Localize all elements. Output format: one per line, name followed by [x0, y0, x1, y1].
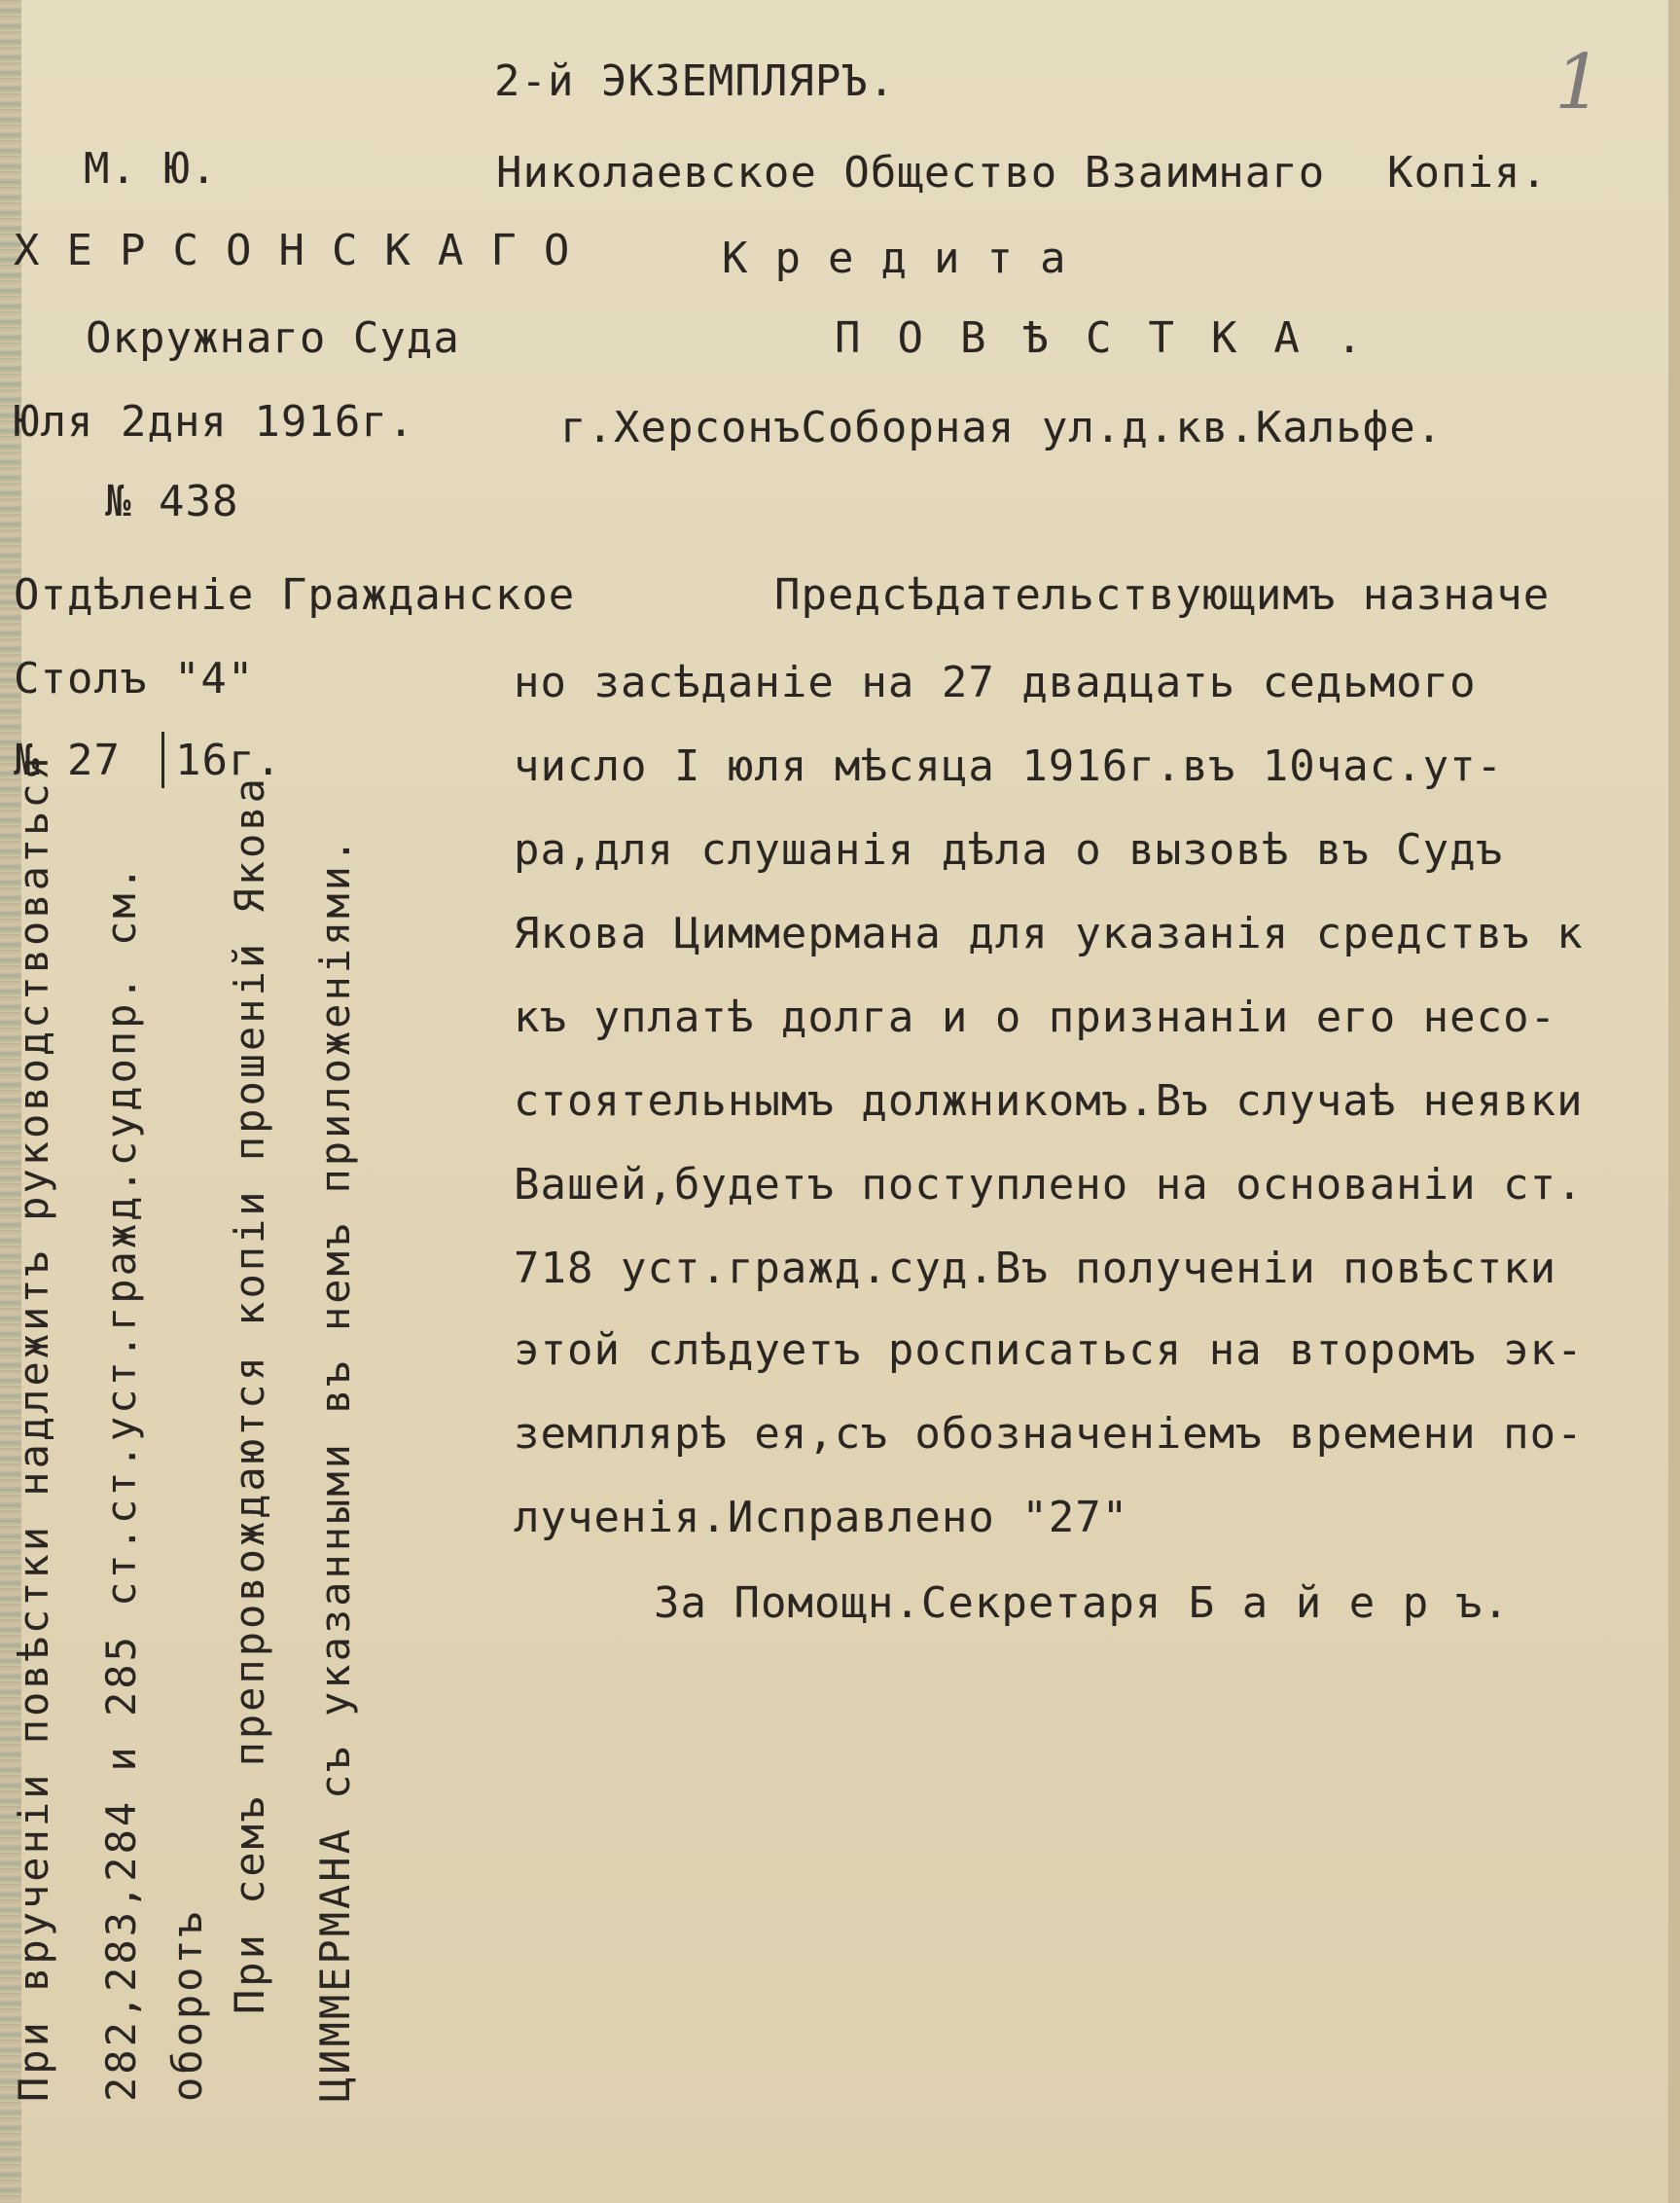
margin-note: 282,283,284 и 285 ст.ст.уст.гражд.судопр. см.	[97, 863, 145, 2102]
page-edge	[1668, 0, 1680, 2203]
case-divider	[161, 732, 164, 788]
body-line: 718 уст.гражд.суд.Въ полученіи повѣстки	[514, 1244, 1557, 1293]
margin-note: При врученіи повѣстки надлежитъ руководствоваться	[10, 752, 57, 2102]
addressee-line1: Николаевское Общество Взаимнаго	[496, 148, 1326, 198]
case-number: № 27	[14, 736, 121, 785]
body-line: но засѣданіе на 27 двадцать седьмого	[514, 658, 1477, 707]
document-title: ПОВѢСТКА.	[835, 313, 1400, 363]
copy-mark: Копія.	[1387, 148, 1548, 198]
addressee-address: г.ХерсонъСоборная ул.д.кв.Кальфе.	[560, 403, 1444, 452]
document-date: Юля 2дня 1916г.	[14, 397, 415, 447]
body-line: ра,для слушанія дѣла о вызовѣ въ Судъ	[514, 825, 1504, 875]
body-line: стоятельнымъ должникомъ.Въ случаѣ неявки	[514, 1076, 1584, 1126]
margin-note: ЦИММЕРМАНА съ указанными въ немъ приложеніями.	[311, 835, 359, 2102]
addressee-line2: Кредита	[722, 234, 1093, 283]
page-number-mark: 1	[1555, 39, 1603, 126]
body-line: число I юля мѣсяца 1916г.въ 10час.ут-	[514, 741, 1504, 791]
body-line: лученія.Исправлено "27"	[514, 1493, 1129, 1542]
document-number: № 438	[105, 477, 239, 526]
case-year: 16г.	[175, 736, 282, 785]
margin-note: При семъ препровождаются копіи прошеній Якова	[226, 776, 273, 2014]
court-name: Окружнаго Суда	[86, 313, 460, 363]
margin-note: оборотъ	[163, 1908, 211, 2102]
court-abbrev: М. Ю.	[84, 144, 218, 194]
body-line: Якова Циммермана для указанія средствъ к	[514, 909, 1584, 958]
body-line: этой слѣдуетъ росписаться на второмъ эк-	[514, 1325, 1584, 1375]
body-line: земплярѣ ея,съ обозначеніемъ времени по-	[514, 1409, 1584, 1459]
table-number: Столъ "4"	[14, 654, 255, 704]
body-line: Предсѣдательствующимъ назначе	[774, 570, 1551, 620]
copy-label: 2-й ЭКЗЕМПЛЯРЪ.	[494, 56, 896, 106]
signature: За Помощн.Секретаря Б а й е р ъ.	[654, 1578, 1510, 1628]
body-line: къ уплатѣ долга и о признаніи его несо-	[514, 993, 1557, 1042]
court-city: ХЕРСОНСКАГО	[14, 226, 597, 275]
department: Отдѣленіе Гражданское	[14, 570, 576, 620]
body-line: Вашей,будетъ поступлено на основаніи ст.	[514, 1160, 1584, 1210]
